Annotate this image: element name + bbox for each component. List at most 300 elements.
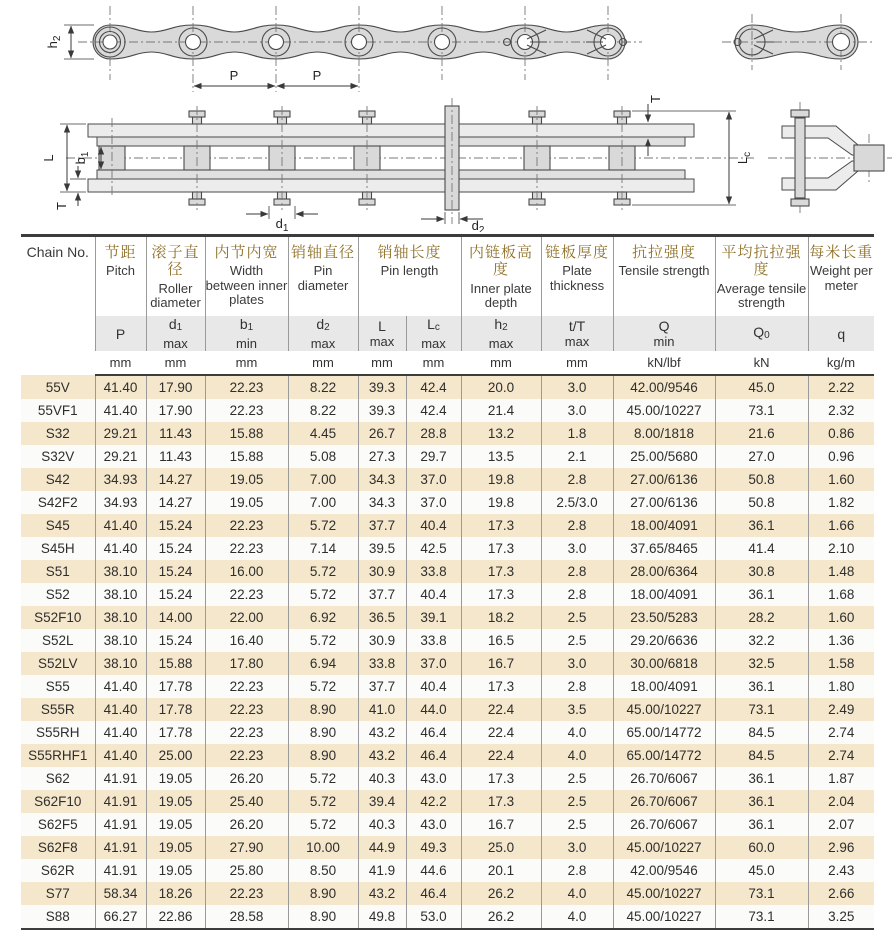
header-pin-length: 销轴长度 Pin length — [358, 236, 461, 317]
value-cell: 22.4 — [461, 744, 541, 767]
value-cell: 26.2 — [461, 905, 541, 929]
dim-label-T-right: T — [648, 95, 663, 103]
symbol-cell: h2 max — [461, 316, 541, 351]
value-cell: 23.50/5283 — [613, 606, 715, 629]
value-cell: 22.23 — [205, 375, 288, 399]
value-cell: 43.0 — [406, 813, 461, 836]
header-pitch: 节距 Pitch — [95, 236, 146, 317]
value-cell: 15.24 — [146, 514, 205, 537]
value-cell: 2.5 — [541, 813, 613, 836]
value-cell: 39.1 — [406, 606, 461, 629]
table-row — [21, 537, 874, 560]
value-cell: 41.9 — [358, 859, 406, 882]
dim-label-pitch: P — [229, 68, 239, 83]
table-row — [21, 560, 874, 583]
value-cell: 65.00/14772 — [613, 721, 715, 744]
value-cell: 37.7 — [358, 675, 406, 698]
value-cell: 11.43 — [146, 445, 205, 468]
value-cell: 40.4 — [406, 675, 461, 698]
value-cell: 2.5 — [541, 629, 613, 652]
value-cell: 8.90 — [288, 882, 358, 905]
value-cell: 17.3 — [461, 675, 541, 698]
value-cell: 1.66 — [808, 514, 874, 537]
value-cell: 33.8 — [406, 629, 461, 652]
table-row — [21, 468, 874, 491]
value-cell: 41.40 — [95, 698, 146, 721]
symbol-cell: Q min — [613, 316, 715, 351]
chain-no-cell: S55 — [21, 675, 95, 698]
value-cell: 4.45 — [288, 422, 358, 445]
value-cell: 17.78 — [146, 675, 205, 698]
dim-label-L: L — [41, 154, 56, 162]
value-cell: 34.93 — [95, 491, 146, 514]
value-cell: 43.0 — [406, 767, 461, 790]
value-cell: 22.4 — [461, 721, 541, 744]
value-cell: 41.40 — [95, 537, 146, 560]
chain-top-view-drawing — [41, 95, 754, 232]
chain-drawings — [0, 0, 896, 232]
value-cell: 20.1 — [461, 859, 541, 882]
value-cell: 5.72 — [288, 560, 358, 583]
header-pin-diameter: 销轴直径 Pin diameter — [288, 236, 358, 317]
value-cell: 26.20 — [205, 813, 288, 836]
value-cell: 26.20 — [205, 767, 288, 790]
value-cell: 8.50 — [288, 859, 358, 882]
single-link-drawing — [722, 14, 872, 70]
unit-cell: mm — [205, 351, 288, 375]
value-cell: 42.5 — [406, 537, 461, 560]
chain-no-cell: S55RH — [21, 721, 95, 744]
value-cell: 42.4 — [406, 399, 461, 422]
value-cell: 2.74 — [808, 744, 874, 767]
table-row — [21, 629, 874, 652]
value-cell: 17.80 — [205, 652, 288, 675]
table-row — [21, 606, 874, 629]
symbol-cell: d2 max — [288, 316, 358, 351]
value-cell: 0.96 — [808, 445, 874, 468]
value-cell: 41.4 — [715, 537, 808, 560]
value-cell: 19.05 — [146, 790, 205, 813]
value-cell: 3.0 — [541, 375, 613, 399]
chain-no-cell: S62F5 — [21, 813, 95, 836]
unit-cell: mm — [358, 351, 406, 375]
value-cell: 5.72 — [288, 514, 358, 537]
value-cell: 17.3 — [461, 537, 541, 560]
value-cell: 8.90 — [288, 721, 358, 744]
value-cell: 2.8 — [541, 468, 613, 491]
value-cell: 7.00 — [288, 468, 358, 491]
value-cell: 2.74 — [808, 721, 874, 744]
value-cell: 66.27 — [95, 905, 146, 929]
value-cell: 17.78 — [146, 721, 205, 744]
value-cell: 34.3 — [358, 468, 406, 491]
value-cell: 20.0 — [461, 375, 541, 399]
value-cell: 2.8 — [541, 675, 613, 698]
table-row — [21, 790, 874, 813]
value-cell: 43.2 — [358, 721, 406, 744]
value-cell: 40.3 — [358, 813, 406, 836]
value-cell: 15.88 — [205, 445, 288, 468]
table-row — [21, 698, 874, 721]
value-cell: 25.00/5680 — [613, 445, 715, 468]
table-row — [21, 583, 874, 606]
value-cell: 28.2 — [715, 606, 808, 629]
value-cell: 2.1 — [541, 445, 613, 468]
value-cell: 2.66 — [808, 882, 874, 905]
value-cell: 34.93 — [95, 468, 146, 491]
symbol-cell: t/T max — [541, 316, 613, 351]
unit-cell: mm — [146, 351, 205, 375]
value-cell: 2.8 — [541, 560, 613, 583]
value-cell: 22.23 — [205, 537, 288, 560]
value-cell: 40.3 — [358, 767, 406, 790]
value-cell: 40.4 — [406, 514, 461, 537]
chain-no-cell: S52L — [21, 629, 95, 652]
chain-no-cell: S45H — [21, 537, 95, 560]
value-cell: 2.43 — [808, 859, 874, 882]
value-cell: 3.5 — [541, 698, 613, 721]
value-cell: 17.3 — [461, 583, 541, 606]
value-cell: 15.24 — [146, 629, 205, 652]
dim-label-Lc: $L_c$ — [735, 151, 753, 165]
value-cell: 45.0 — [715, 375, 808, 399]
value-cell: 8.22 — [288, 399, 358, 422]
value-cell: 18.2 — [461, 606, 541, 629]
value-cell: 27.3 — [358, 445, 406, 468]
value-cell: 22.23 — [205, 721, 288, 744]
value-cell: 38.10 — [95, 606, 146, 629]
dim-label-d2: $d_2$ — [471, 218, 485, 232]
value-cell: 2.8 — [541, 514, 613, 537]
value-cell: 2.8 — [541, 859, 613, 882]
value-cell: 41.40 — [95, 375, 146, 399]
table-row — [21, 514, 874, 537]
value-cell: 45.00/10227 — [613, 905, 715, 929]
value-cell: 50.8 — [715, 468, 808, 491]
value-cell: 26.70/6067 — [613, 790, 715, 813]
value-cell: 13.5 — [461, 445, 541, 468]
value-cell: 42.4 — [406, 375, 461, 399]
value-cell: 37.0 — [406, 491, 461, 514]
value-cell: 60.0 — [715, 836, 808, 859]
value-cell: 41.91 — [95, 813, 146, 836]
chain-no-cell: S42 — [21, 468, 95, 491]
value-cell: 26.2 — [461, 882, 541, 905]
value-cell: 30.8 — [715, 560, 808, 583]
value-cell: 1.87 — [808, 767, 874, 790]
value-cell: 50.8 — [715, 491, 808, 514]
value-cell: 26.70/6067 — [613, 813, 715, 836]
chain-side-view-drawing — [45, 6, 642, 92]
value-cell: 2.04 — [808, 790, 874, 813]
value-cell: 2.10 — [808, 537, 874, 560]
value-cell: 38.10 — [95, 560, 146, 583]
value-cell: 41.40 — [95, 721, 146, 744]
value-cell: 29.7 — [406, 445, 461, 468]
value-cell: 8.90 — [288, 905, 358, 929]
table-row — [21, 813, 874, 836]
header-plate-thickness: 链板厚度 Plate thickness — [541, 236, 613, 317]
value-cell: 2.8 — [541, 583, 613, 606]
chain-no-cell: S62F10 — [21, 790, 95, 813]
value-cell: 16.5 — [461, 629, 541, 652]
value-cell: 1.60 — [808, 468, 874, 491]
value-cell: 45.00/10227 — [613, 698, 715, 721]
value-cell: 43.2 — [358, 744, 406, 767]
header-inner-width: 内节内宽 Width between inner plates — [205, 236, 288, 317]
dim-label-d1: $d_1$ — [275, 216, 289, 232]
header-inner-plate-depth: 内链板高度 Inner plate depth — [461, 236, 541, 317]
value-cell: 1.36 — [808, 629, 874, 652]
value-cell: 28.58 — [205, 905, 288, 929]
value-cell: 40.4 — [406, 583, 461, 606]
value-cell: 29.20/6636 — [613, 629, 715, 652]
value-cell: 19.05 — [146, 836, 205, 859]
symbol-cell: Q0 — [715, 316, 808, 351]
value-cell: 37.65/8465 — [613, 537, 715, 560]
value-cell: 1.80 — [808, 675, 874, 698]
value-cell: 19.05 — [146, 859, 205, 882]
value-cell: 36.1 — [715, 767, 808, 790]
value-cell: 25.40 — [205, 790, 288, 813]
chain-no-cell: S62 — [21, 767, 95, 790]
value-cell: 21.4 — [461, 399, 541, 422]
value-cell: 5.72 — [288, 813, 358, 836]
value-cell: 16.7 — [461, 652, 541, 675]
value-cell: 29.21 — [95, 445, 146, 468]
value-cell: 84.5 — [715, 721, 808, 744]
table-row — [21, 744, 874, 767]
value-cell: 19.8 — [461, 491, 541, 514]
value-cell: 1.58 — [808, 652, 874, 675]
chain-no-cell: S62R — [21, 859, 95, 882]
unit-cell: mm — [95, 351, 146, 375]
chain-no-cell: S52F10 — [21, 606, 95, 629]
value-cell: 3.0 — [541, 652, 613, 675]
value-cell: 32.5 — [715, 652, 808, 675]
value-cell: 26.7 — [358, 422, 406, 445]
value-cell: 36.1 — [715, 583, 808, 606]
value-cell: 17.90 — [146, 375, 205, 399]
value-cell: 18.00/4091 — [613, 583, 715, 606]
unit-cell: kg/m — [808, 351, 874, 375]
value-cell: 73.1 — [715, 882, 808, 905]
value-cell: 33.8 — [358, 652, 406, 675]
value-cell: 8.22 — [288, 375, 358, 399]
value-cell: 43.2 — [358, 882, 406, 905]
value-cell: 4.0 — [541, 721, 613, 744]
value-cell: 46.4 — [406, 882, 461, 905]
table-row — [21, 375, 874, 399]
value-cell: 41.91 — [95, 836, 146, 859]
value-cell: 3.25 — [808, 905, 874, 929]
value-cell: 27.0 — [715, 445, 808, 468]
value-cell: 73.1 — [715, 399, 808, 422]
value-cell: 37.7 — [358, 583, 406, 606]
value-cell: 36.1 — [715, 790, 808, 813]
symbol-cell: q — [808, 316, 874, 351]
unit-cell: kN/lbf — [613, 351, 715, 375]
value-cell: 45.00/10227 — [613, 882, 715, 905]
chain-spec-table — [21, 234, 874, 930]
table-row — [21, 675, 874, 698]
chain-no-cell: S52 — [21, 583, 95, 606]
header-tensile-strength: 抗拉强度 Tensile strength — [613, 236, 715, 317]
value-cell: 37.0 — [406, 468, 461, 491]
chain-no-cell: S32V — [21, 445, 95, 468]
value-cell: 37.7 — [358, 514, 406, 537]
value-cell: 36.1 — [715, 813, 808, 836]
value-cell: 30.9 — [358, 560, 406, 583]
value-cell: 22.23 — [205, 514, 288, 537]
value-cell: 1.60 — [808, 606, 874, 629]
value-cell: 22.00 — [205, 606, 288, 629]
value-cell: 4.0 — [541, 744, 613, 767]
value-cell: 44.9 — [358, 836, 406, 859]
value-cell: 14.00 — [146, 606, 205, 629]
value-cell: 19.05 — [146, 813, 205, 836]
value-cell: 8.90 — [288, 744, 358, 767]
value-cell: 17.3 — [461, 767, 541, 790]
value-cell: 25.80 — [205, 859, 288, 882]
value-cell: 13.2 — [461, 422, 541, 445]
value-cell: 19.8 — [461, 468, 541, 491]
value-cell: 49.8 — [358, 905, 406, 929]
value-cell: 15.88 — [146, 652, 205, 675]
value-cell: 17.3 — [461, 790, 541, 813]
chain-no-cell: S77 — [21, 882, 95, 905]
value-cell: 22.23 — [205, 583, 288, 606]
value-cell: 15.24 — [146, 560, 205, 583]
chain-no-cell: 55V — [21, 375, 95, 399]
dim-label-b1: $b_1$ — [73, 151, 91, 165]
table-body — [21, 375, 874, 929]
value-cell: 2.5 — [541, 767, 613, 790]
table-row — [21, 399, 874, 422]
symbol-row — [21, 316, 874, 351]
value-cell: 5.08 — [288, 445, 358, 468]
value-cell: 36.5 — [358, 606, 406, 629]
value-cell: 17.78 — [146, 698, 205, 721]
value-cell: 2.96 — [808, 836, 874, 859]
table-row — [21, 905, 874, 929]
table-row — [21, 445, 874, 468]
value-cell: 38.10 — [95, 629, 146, 652]
symbol-cell: d1 max — [146, 316, 205, 351]
value-cell: 46.4 — [406, 721, 461, 744]
header-average-tensile-strength: 平均抗拉强度 Average tensile strength — [715, 236, 808, 317]
value-cell: 3.0 — [541, 399, 613, 422]
dim-label-pitch: P — [312, 68, 322, 83]
dim-label-h2: $h_2$ — [45, 35, 63, 49]
chain-no-cell: S88 — [21, 905, 95, 929]
chain-no-cell: S32 — [21, 422, 95, 445]
value-cell: 5.72 — [288, 675, 358, 698]
chain-no-cell: S45 — [21, 514, 95, 537]
value-cell: 8.00/1818 — [613, 422, 715, 445]
header-group-row — [21, 236, 874, 317]
value-cell: 1.82 — [808, 491, 874, 514]
value-cell: 1.8 — [541, 422, 613, 445]
value-cell: 2.5/3.0 — [541, 491, 613, 514]
chain-no-cell: S55RHF1 — [21, 744, 95, 767]
value-cell: 4.0 — [541, 905, 613, 929]
value-cell: 17.3 — [461, 560, 541, 583]
value-cell: 45.0 — [715, 859, 808, 882]
value-cell: 73.1 — [715, 698, 808, 721]
chain-no-cell: 55VF1 — [21, 399, 95, 422]
value-cell: 1.48 — [808, 560, 874, 583]
value-cell: 6.92 — [288, 606, 358, 629]
value-cell: 15.24 — [146, 583, 205, 606]
chain-no-cell: S55R — [21, 698, 95, 721]
value-cell: 42.00/9546 — [613, 375, 715, 399]
value-cell: 22.23 — [205, 882, 288, 905]
dim-label-T-left: T — [54, 202, 69, 210]
value-cell: 46.4 — [406, 744, 461, 767]
value-cell: 8.90 — [288, 698, 358, 721]
value-cell: 42.00/9546 — [613, 859, 715, 882]
value-cell: 30.9 — [358, 629, 406, 652]
unit-cell: mm — [406, 351, 461, 375]
value-cell: 17.90 — [146, 399, 205, 422]
value-cell: 5.72 — [288, 583, 358, 606]
chain-no-cell: S52LV — [21, 652, 95, 675]
value-cell: 5.72 — [288, 767, 358, 790]
chain-no-cell: S42F2 — [21, 491, 95, 514]
value-cell: 15.24 — [146, 537, 205, 560]
value-cell: 11.43 — [146, 422, 205, 445]
value-cell: 5.72 — [288, 790, 358, 813]
chain-no-cell: S62F8 — [21, 836, 95, 859]
value-cell: 18.00/4091 — [613, 675, 715, 698]
unit-cell: kN — [715, 351, 808, 375]
table-row — [21, 767, 874, 790]
symbol-cell: Lc max — [406, 316, 461, 351]
value-cell: 42.2 — [406, 790, 461, 813]
value-cell: 22.4 — [461, 698, 541, 721]
value-cell: 3.0 — [541, 537, 613, 560]
value-cell: 1.68 — [808, 583, 874, 606]
value-cell: 26.70/6067 — [613, 767, 715, 790]
value-cell: 37.0 — [406, 652, 461, 675]
value-cell: 2.22 — [808, 375, 874, 399]
symbol-cell: b1 min — [205, 316, 288, 351]
value-cell: 73.1 — [715, 905, 808, 929]
value-cell: 41.40 — [95, 675, 146, 698]
value-cell: 58.34 — [95, 882, 146, 905]
value-cell: 16.40 — [205, 629, 288, 652]
value-cell: 18.26 — [146, 882, 205, 905]
value-cell: 39.3 — [358, 375, 406, 399]
value-cell: 7.00 — [288, 491, 358, 514]
value-cell: 38.10 — [95, 583, 146, 606]
value-cell: 41.40 — [95, 399, 146, 422]
value-cell: 2.32 — [808, 399, 874, 422]
value-cell: 34.3 — [358, 491, 406, 514]
header-roller-diameter: 滚子直径 Roller diameter — [146, 236, 205, 317]
value-cell: 6.94 — [288, 652, 358, 675]
chain-no-cell: S51 — [21, 560, 95, 583]
value-cell: 27.00/6136 — [613, 468, 715, 491]
value-cell: 41.40 — [95, 744, 146, 767]
value-cell: 36.1 — [715, 675, 808, 698]
value-cell: 44.0 — [406, 698, 461, 721]
value-cell: 41.91 — [95, 859, 146, 882]
value-cell: 19.05 — [205, 491, 288, 514]
unit-cell: mm — [541, 351, 613, 375]
value-cell: 22.23 — [205, 698, 288, 721]
